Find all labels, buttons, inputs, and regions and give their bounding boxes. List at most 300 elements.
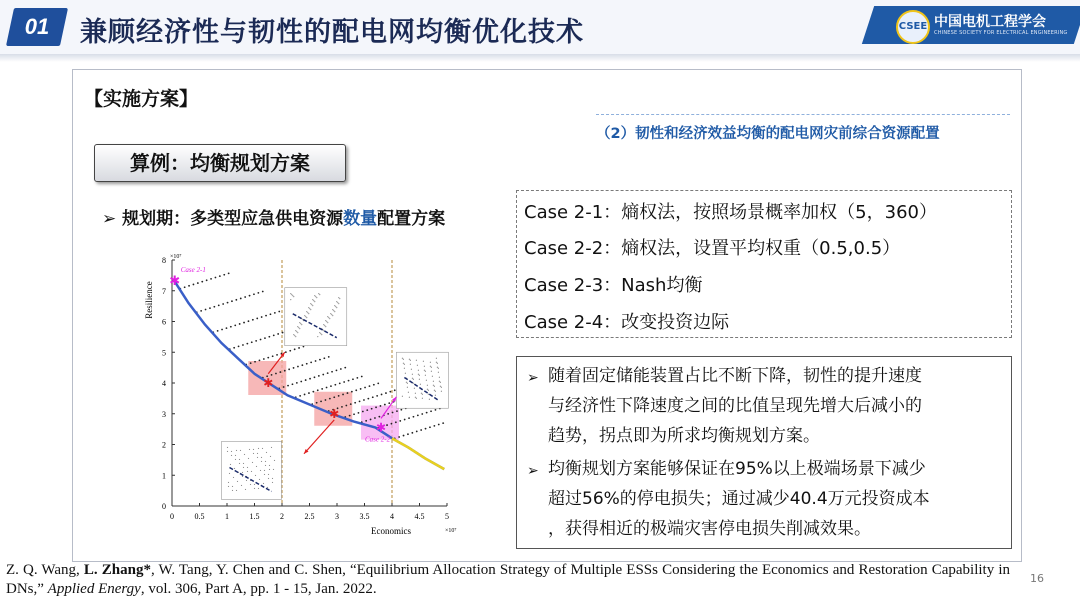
inset-point	[235, 459, 236, 460]
inset-point	[313, 300, 314, 301]
finding-line: ，获得相近的极端灾害停电损失削减效果。	[548, 519, 871, 539]
inset-point	[423, 361, 424, 362]
inset-point	[441, 391, 442, 392]
cloud-point	[386, 424, 388, 426]
inset-zoom-3	[222, 441, 282, 499]
cloud-point	[378, 416, 380, 418]
page-number: 16	[1030, 572, 1044, 585]
inset-point	[320, 333, 321, 334]
ref-author-bold: L. Zhang*	[83, 562, 151, 578]
inset-point	[404, 364, 405, 365]
y-tick-label: 1	[162, 471, 166, 481]
inset-point	[418, 370, 419, 371]
inset-point	[290, 299, 291, 300]
inset-point	[412, 378, 413, 379]
cloud-point	[213, 306, 215, 308]
bullet-marker-icon: ➢	[102, 209, 117, 229]
inset-point	[422, 394, 423, 395]
cloud-point	[242, 344, 244, 346]
cloud-point	[435, 409, 437, 411]
inset-point	[409, 359, 410, 360]
inset-point	[412, 374, 413, 375]
cloud-point	[408, 417, 410, 419]
cloud-point	[356, 377, 358, 379]
inset-point	[258, 488, 259, 489]
inset-point	[415, 397, 416, 398]
cloud-point	[215, 277, 217, 279]
x-axis-label: Economics	[371, 526, 411, 536]
cloud-point	[322, 374, 324, 376]
cloud-point	[377, 382, 379, 384]
cloud-point	[264, 337, 266, 339]
inset-point	[321, 334, 322, 335]
case-item: Case 2-2：熵权法，设置平均权重（0.5,0.5）	[524, 238, 901, 259]
cloud-point	[249, 295, 251, 297]
inset-point	[253, 449, 254, 450]
inset-point	[258, 448, 259, 449]
cloud-point	[288, 368, 290, 370]
inset-point	[309, 308, 310, 309]
inset-point	[290, 293, 291, 294]
cloud-point	[250, 362, 252, 364]
cloud-point	[355, 389, 357, 391]
inset-point	[415, 393, 416, 394]
inset-point	[246, 480, 247, 481]
header-shadow	[0, 54, 1080, 62]
inset-point	[331, 314, 332, 315]
inset-point	[243, 463, 244, 464]
highlight-point: ✱	[263, 376, 274, 390]
cloud-point	[267, 357, 269, 359]
inset-point	[430, 366, 431, 367]
inset-point	[253, 453, 254, 454]
cloud-point	[309, 378, 311, 380]
cloud-point	[369, 385, 371, 387]
cloud-point	[327, 372, 329, 374]
cloud-point	[319, 359, 321, 361]
x-tick-label: 1	[225, 512, 229, 521]
slide-title: 兼顾经济性与韧性的配电网均衡优化技术	[80, 17, 584, 48]
inset-point	[267, 487, 268, 488]
inset-point	[335, 306, 336, 307]
inset-point	[419, 379, 420, 380]
inset-point	[231, 455, 232, 456]
inset-point	[254, 484, 255, 485]
cloud-point	[350, 403, 352, 405]
inset-point	[328, 317, 329, 318]
cloud-point	[426, 412, 428, 414]
cloud-point	[363, 399, 365, 401]
cloud-point	[239, 323, 241, 325]
inset-point	[244, 454, 245, 455]
inset-point	[408, 392, 409, 393]
cloud-point	[231, 300, 233, 302]
case-item: Case 2-1：熵权法，按照场景概率加权（5，360）	[524, 202, 937, 223]
cloud-point	[433, 425, 435, 427]
inset-point	[419, 375, 420, 376]
inset-point	[247, 471, 248, 472]
cloud-point	[429, 426, 431, 428]
inset-point	[241, 485, 242, 486]
cloud-point	[257, 292, 259, 294]
cloud-point	[347, 392, 349, 394]
cloud-point	[391, 423, 393, 425]
x-tick-label: 0	[170, 512, 174, 521]
inset-point	[435, 395, 436, 396]
cloud-point	[318, 375, 320, 377]
inset-point	[407, 383, 408, 384]
y-tick-label: 0	[162, 502, 166, 511]
inset-point	[332, 309, 333, 310]
cloud-point	[206, 279, 208, 281]
inset-point	[411, 369, 412, 370]
inset-point	[257, 457, 258, 458]
planning-bullet	[102, 204, 445, 229]
inset-point	[308, 307, 309, 308]
inset-point	[250, 484, 251, 485]
inset-point	[318, 293, 319, 294]
cloud-point	[416, 431, 418, 433]
inset-point	[266, 452, 267, 453]
inset-point	[295, 330, 296, 331]
cloud-point	[358, 412, 360, 414]
inset-point	[315, 296, 316, 297]
cloud-point	[353, 413, 355, 415]
inset-point	[402, 358, 403, 359]
inset-point	[259, 479, 260, 480]
annotation-label: Case 2-2	[365, 435, 391, 444]
cloud-point	[254, 361, 256, 363]
cloud-point	[387, 413, 389, 415]
cloud-point	[360, 388, 362, 390]
cloud-point	[320, 400, 322, 402]
cloud-point	[396, 410, 398, 412]
inset-point	[264, 470, 265, 471]
bullet-prefix: 规划期：多类型应急供电资源	[122, 209, 344, 229]
inset-point	[294, 335, 295, 336]
inset-point	[249, 449, 250, 450]
inset-point	[232, 490, 233, 491]
x-tick-label: 2.5	[304, 512, 315, 521]
cloud-point	[310, 361, 312, 363]
inset-point	[262, 448, 263, 449]
cloud-point	[235, 299, 237, 301]
cloud-point	[246, 343, 248, 345]
cloud-point	[200, 310, 202, 312]
inset-point	[405, 373, 406, 374]
inset-point	[333, 310, 334, 311]
csee-logo-icon: CSEE	[896, 10, 930, 44]
cloud-point	[243, 322, 245, 324]
inset-point	[416, 360, 417, 361]
case-item: Case 2-4：改变投资边际	[524, 312, 730, 333]
cloud-point	[278, 311, 280, 313]
cloud-point	[298, 347, 300, 349]
subtitle: （2）韧性和经济效益均衡的配电网灾前综合资源配置	[596, 126, 940, 142]
inset-point	[314, 295, 315, 296]
inset-point	[317, 336, 318, 337]
cloud-point	[188, 285, 190, 287]
inset-point	[265, 465, 266, 466]
inset-point	[334, 311, 335, 312]
section-number: 01	[24, 14, 50, 39]
cloud-point	[261, 316, 263, 318]
inset-point	[268, 474, 269, 475]
cloud-point	[304, 394, 306, 396]
inset-point	[428, 394, 429, 395]
cloud-point	[384, 404, 386, 406]
inset-point	[264, 474, 265, 475]
cloud-point	[222, 303, 224, 305]
cloud-point	[301, 364, 303, 366]
inset-point	[414, 388, 415, 389]
inset-point	[407, 387, 408, 388]
inset-point	[326, 321, 327, 322]
inset-point	[424, 370, 425, 371]
cloud-point	[398, 436, 400, 438]
bullet-suffix: 配置方案	[377, 209, 446, 229]
cloud-point	[334, 384, 336, 386]
inset-point	[339, 298, 340, 299]
inset-point	[260, 470, 261, 471]
inset-point	[334, 305, 335, 306]
inset-point	[403, 363, 404, 364]
inset-point	[293, 296, 294, 297]
cloud-point	[366, 409, 368, 411]
inset-point	[338, 303, 339, 304]
inset-point	[257, 453, 258, 454]
example-label: 算例：均衡规划方案	[130, 151, 310, 175]
inset-point	[427, 385, 428, 386]
cloud-point	[326, 387, 328, 389]
cloud-point	[399, 420, 401, 422]
cloud-point	[193, 284, 195, 286]
cloud-point	[296, 382, 298, 384]
cloud-point	[375, 406, 377, 408]
finding-line: 趋势，拐点即为所求均衡规划方案。	[548, 426, 820, 446]
cloud-point	[442, 422, 444, 424]
inset-point	[441, 387, 442, 388]
inset-point	[336, 301, 337, 302]
cloud-point	[287, 385, 289, 387]
cloud-point	[276, 354, 278, 356]
cloud-point	[279, 371, 281, 373]
cloud-point	[273, 334, 275, 336]
cloud-point	[348, 380, 350, 382]
x-tick-label: 3.5	[359, 512, 370, 521]
annotation-label: Case 2-1	[180, 265, 206, 274]
finding-line: 与经济性下降速度之间的比值呈现先增大后减小的	[548, 396, 922, 416]
inset-point	[248, 458, 249, 459]
cloud-point	[321, 388, 323, 390]
cloud-point	[354, 402, 356, 404]
inset-point	[254, 488, 255, 489]
inset-point	[409, 397, 410, 398]
inset-point	[413, 383, 414, 384]
cloud-point	[263, 358, 265, 360]
example-label-box	[94, 144, 346, 182]
cloud-point	[392, 412, 394, 414]
cloud-point	[331, 371, 333, 373]
inset-point	[425, 375, 426, 376]
cloud-point	[248, 320, 250, 322]
cloud-point	[314, 376, 316, 378]
cloud-point	[305, 379, 307, 381]
cloud-point	[344, 367, 346, 369]
cloud-point	[284, 370, 286, 372]
inset-point	[263, 483, 264, 484]
cloud-point	[367, 398, 369, 400]
inset-point	[306, 311, 307, 312]
inset-point	[438, 368, 439, 369]
inset-point	[319, 294, 320, 295]
y-tick-label: 6	[162, 317, 166, 327]
inset-point	[336, 307, 337, 308]
highlight-point: ✱	[375, 420, 387, 435]
cloud-point	[372, 396, 374, 398]
inset-point	[242, 472, 243, 473]
inset-point	[422, 398, 423, 399]
cloud-point	[381, 394, 383, 396]
inset-point	[272, 482, 273, 483]
cloud-point	[385, 392, 387, 394]
cloud-point	[438, 424, 440, 426]
subtitle-divider	[596, 114, 1010, 116]
finding-marker-icon: ➢	[527, 370, 539, 386]
finding-line: 均衡规划方案能够保证在95%以上极端场景下减少	[548, 459, 926, 479]
cloud-point	[205, 309, 207, 311]
cloud-point	[400, 409, 402, 411]
cloud-point	[227, 302, 229, 304]
cloud-point	[329, 398, 331, 400]
cloud-point	[328, 356, 330, 358]
y-exponent: ×10⁷	[170, 254, 182, 260]
inset-point	[325, 320, 326, 321]
cloud-point	[283, 386, 285, 388]
cloud-point	[345, 405, 347, 407]
cloud-point	[223, 274, 225, 276]
inset-point	[247, 467, 248, 468]
inset-point	[240, 450, 241, 451]
inset-point	[256, 466, 257, 467]
inset-point	[437, 367, 438, 368]
inset-point	[312, 305, 313, 306]
inset-point	[227, 447, 228, 448]
inset-point	[293, 334, 294, 335]
cloud-point	[351, 391, 353, 393]
inset-point	[291, 294, 292, 295]
y-tick-label: 2	[162, 440, 166, 450]
inset-point	[434, 390, 435, 391]
x-tick-label: 0.5	[194, 512, 205, 521]
inset-point	[425, 371, 426, 372]
x-tick-label: 3	[335, 512, 339, 521]
inset-point	[325, 326, 326, 327]
ref-title: , W. Tang, Y. Chen and C. Shen, “Equilibrium Allocation Strategy of Multiple ESSs Considering the Economics and Restoration Capability in DNs,”	[6, 562, 1010, 597]
inset-point	[431, 367, 432, 368]
cloud-point	[370, 419, 372, 421]
inset-point	[273, 469, 274, 470]
cloud-point	[294, 348, 296, 350]
cloud-point	[312, 391, 314, 393]
inset-point	[327, 316, 328, 317]
inset-point	[297, 332, 298, 333]
inset-point	[292, 295, 293, 296]
inset-point	[255, 475, 256, 476]
inset-point	[436, 362, 437, 363]
inset-point	[234, 468, 235, 469]
x-tick-label: 1.5	[249, 512, 260, 521]
inset-point	[265, 461, 266, 462]
inset-point	[251, 471, 252, 472]
inset-point	[426, 380, 427, 381]
cloud-point	[274, 312, 276, 314]
inset-point	[236, 490, 237, 491]
cloud-point	[333, 396, 335, 398]
cloud-point	[389, 391, 391, 393]
inset-point	[332, 315, 333, 316]
highlight-point: ✱	[329, 406, 340, 421]
inset-point	[429, 399, 430, 400]
y-tick-label: 5	[162, 348, 166, 358]
inset-point	[228, 486, 229, 487]
cloud-point	[299, 395, 301, 397]
cloud-point	[420, 429, 422, 431]
inset-point	[268, 478, 269, 479]
cloud-point	[317, 389, 319, 391]
inset-point	[245, 489, 246, 490]
cloud-point	[380, 405, 382, 407]
inset-point	[301, 324, 302, 325]
inset-point	[413, 379, 414, 380]
inset-point	[312, 299, 313, 300]
case-item: Case 2-3：Nash均衡	[524, 275, 703, 296]
x-exponent: ×10⁷	[445, 528, 457, 534]
cloud-point	[338, 395, 340, 397]
cloud-point	[209, 307, 211, 309]
x-tick-label: 5	[445, 512, 449, 521]
inset-point	[316, 297, 317, 298]
cloud-point	[277, 333, 279, 335]
y-tick-label: 8	[162, 256, 166, 265]
case-2-1-marker: ✱	[169, 273, 181, 289]
cloud-point	[197, 282, 199, 284]
reference-citation	[6, 561, 1010, 599]
inset-point	[274, 460, 275, 461]
inset-point	[434, 386, 435, 387]
inset-point	[239, 463, 240, 464]
inset-point	[430, 362, 431, 363]
inset-point	[410, 364, 411, 365]
section-number-badge	[6, 8, 68, 46]
inset-point	[439, 381, 440, 382]
cloud-point	[421, 413, 423, 415]
cloud-point	[349, 415, 351, 417]
inset-point	[269, 469, 270, 470]
inset-point	[299, 328, 300, 329]
inset-point	[433, 381, 434, 382]
inset-point	[233, 477, 234, 478]
cloud-point	[230, 326, 232, 328]
cloud-point	[221, 329, 223, 331]
inset-point	[436, 358, 437, 359]
cloud-point	[238, 346, 240, 348]
x-tick-label: 4.5	[414, 512, 425, 521]
inset-point	[230, 464, 231, 465]
cloud-point	[395, 421, 397, 423]
cloud-point	[341, 406, 343, 408]
cloud-point	[308, 392, 310, 394]
